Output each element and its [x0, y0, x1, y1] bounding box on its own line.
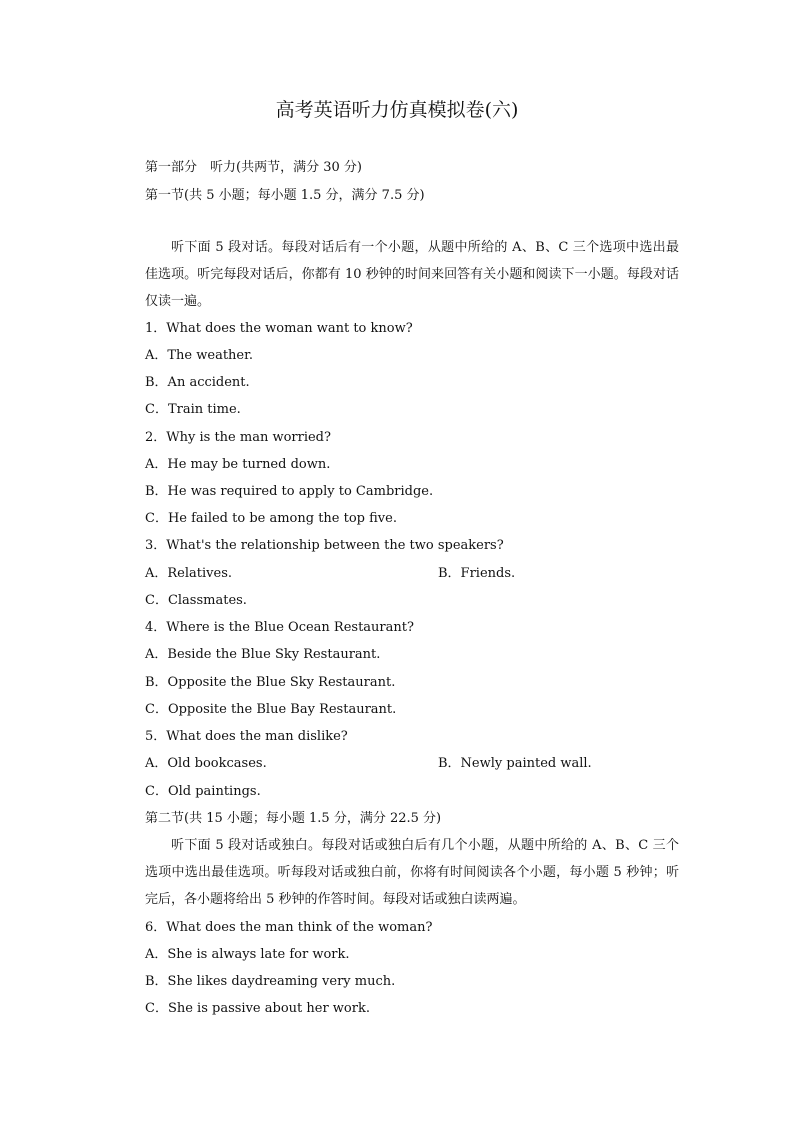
section2-instructions: 听下面 5 段对话或独白。每段对话或独白后有几个小题，从题中所给的 A、B、C 三个选项中选出最佳选项。听每段对话或独白前，你将有时间阅读各个小题，每小题 5 秒钟；听完后，各小题将给出 5 秒钟的作答时间。每段对话或独白读两遍。 — [145, 838, 679, 907]
question-6-option-b: B．She likes daydreaming very much. — [145, 974, 396, 989]
question-5-stem: 5．What does the man dislike? — [145, 729, 348, 744]
question-1-option-a: A．The weather. — [145, 348, 254, 363]
question-4-option-c: C．Opposite the Blue Bay Restaurant. — [145, 702, 397, 717]
question-6-option-a: A．She is always late for work. — [145, 947, 350, 962]
question-3-option-b: B．Friends. — [438, 566, 516, 581]
section1-instructions: 听下面 5 段对话。每段对话后有一个小题，从题中所给的 A、B、C 三个选项中选出最佳选项。听完每段对话后，你都有 10 秒钟的时间来回答有关小题和阅读下一小题。每段对话仅读一遍。 — [145, 240, 679, 309]
section1-heading: 第一节(共 5 小题；每小题 1.5 分，满分 7.5 分) — [145, 188, 425, 203]
question-3-stem: 3．What's the relationship between the two speakers? — [145, 538, 504, 553]
question-5-option-a: A．Old bookcases. — [145, 756, 267, 771]
question-1-option-b: B．An accident. — [145, 375, 250, 390]
question-3-option-a: A．Relatives. — [145, 566, 233, 581]
question-1-stem: 1．What does the woman want to know? — [145, 321, 413, 336]
question-4-option-a: A．Beside the Blue Sky Restaurant. — [145, 647, 381, 662]
question-6-stem: 6．What does the man think of the woman? — [145, 920, 433, 935]
question-2-option-b: B．He was required to apply to Cambridge. — [145, 484, 434, 499]
page-title: 高考英语听力仿真模拟卷(六) — [275, 99, 519, 121]
question-3-option-c: C．Classmates. — [145, 593, 247, 608]
question-2-option-c: C．He failed to be among the top five. — [145, 511, 397, 526]
question-2-stem: 2．Why is the man worried? — [145, 430, 331, 445]
question-5-option-c: C．Old paintings. — [145, 784, 261, 799]
section2-heading: 第二节(共 15 小题；每小题 1.5 分，满分 22.5 分) — [145, 811, 442, 826]
part1-heading: 第一部分 听力(共两节，满分 30 分) — [145, 160, 362, 175]
question-1-option-c: C．Train time. — [145, 402, 241, 417]
question-4-stem: 4．Where is the Blue Ocean Restaurant? — [145, 620, 414, 635]
question-4-option-b: B．Opposite the Blue Sky Restaurant. — [145, 675, 396, 690]
question-2-option-a: A．He may be turned down. — [145, 457, 331, 472]
question-5-option-b: B．Newly painted wall. — [438, 756, 592, 771]
question-6-option-c: C．She is passive about her work. — [145, 1001, 370, 1016]
